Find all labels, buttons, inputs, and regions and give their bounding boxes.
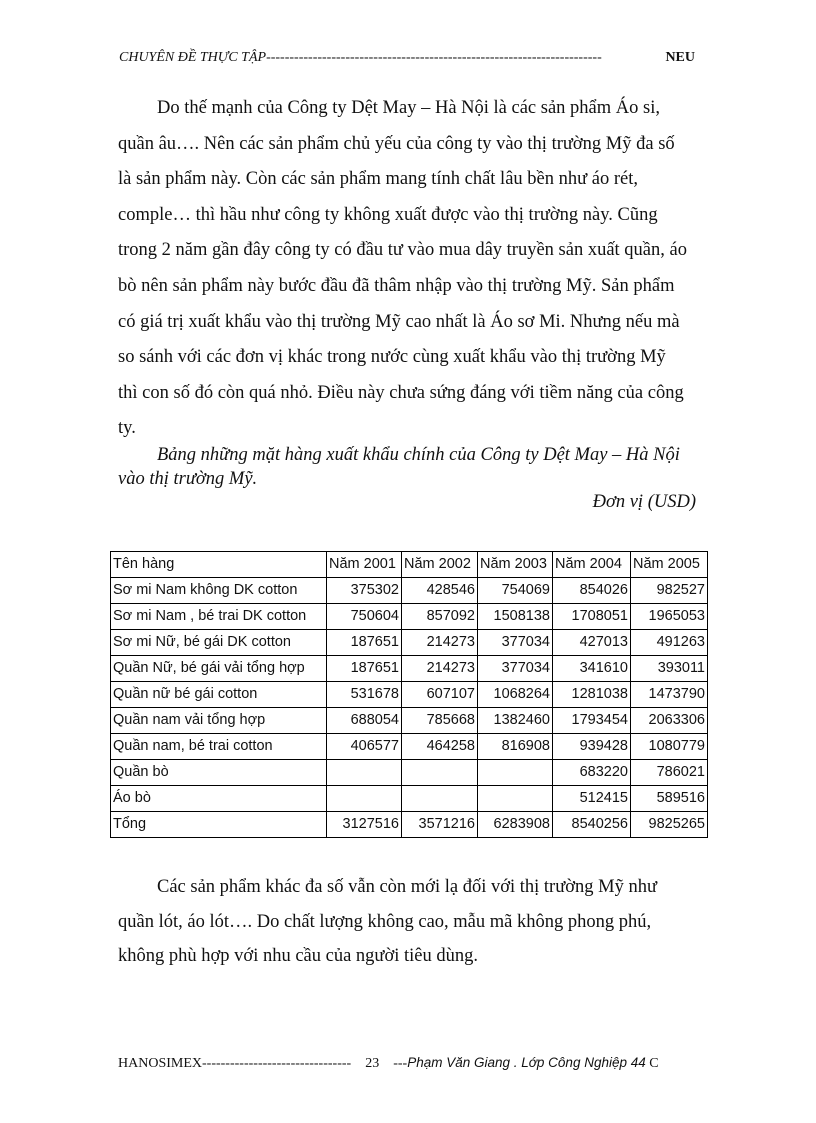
page-footer bbox=[118, 1055, 698, 1075]
value-cell bbox=[402, 786, 478, 812]
paragraph-line: bò nên sản phẩm này bước đầu đã thâm nhập vào thị trường Mỹ. Sản phẩm bbox=[118, 276, 675, 296]
value-cell: 214273 bbox=[402, 630, 478, 656]
footer-author: Phạm Văn Giang . Lớp Công Nghiệp 44 bbox=[407, 1055, 646, 1070]
value-cell: 3571216 bbox=[402, 812, 478, 838]
paragraph-line: quần âu…. Nên các sản phẩm chủ yếu của công ty vào thị trường Mỹ đa số bbox=[118, 134, 675, 154]
table-row bbox=[111, 708, 708, 734]
value-cell: 3127516 bbox=[327, 812, 402, 838]
value-cell: 393011 bbox=[631, 656, 708, 682]
paragraph-line: ty. bbox=[118, 418, 136, 438]
value-cell: 1508138 bbox=[478, 604, 553, 630]
table-row bbox=[111, 630, 708, 656]
value-cell bbox=[478, 786, 553, 812]
value-cell: 512415 bbox=[553, 786, 631, 812]
value-cell: 816908 bbox=[478, 734, 553, 760]
value-cell: 1068264 bbox=[478, 682, 553, 708]
footer-sep: --- bbox=[393, 1056, 408, 1071]
table-row bbox=[111, 812, 708, 838]
value-cell: 406577 bbox=[327, 734, 402, 760]
value-cell: 1281038 bbox=[553, 682, 631, 708]
table-row bbox=[111, 786, 708, 812]
value-cell: 1965053 bbox=[631, 604, 708, 630]
value-cell: 375302 bbox=[327, 578, 402, 604]
value-cell: 589516 bbox=[631, 786, 708, 812]
value-cell: 6283908 bbox=[478, 812, 553, 838]
paragraph-line: thì con số đó còn quá nhỏ. Điều này chưa sứng đáng với tiềm năng của công bbox=[118, 383, 684, 403]
table-header-cell: Năm 2003 bbox=[478, 552, 553, 578]
value-cell: 341610 bbox=[553, 656, 631, 682]
export-table bbox=[110, 551, 708, 838]
value-cell bbox=[402, 760, 478, 786]
value-cell: 187651 bbox=[327, 630, 402, 656]
product-name-cell: Sơ mi Nam , bé trai DK cotton bbox=[111, 604, 327, 630]
table-row bbox=[111, 760, 708, 786]
table-row bbox=[111, 682, 708, 708]
product-name-cell: Sơ mi Nữ, bé gái DK cotton bbox=[111, 630, 327, 656]
value-cell: 1382460 bbox=[478, 708, 553, 734]
header-neu: NEU bbox=[665, 50, 695, 65]
value-cell: 750604 bbox=[327, 604, 402, 630]
value-cell: 854026 bbox=[553, 578, 631, 604]
value-cell: 9825265 bbox=[631, 812, 708, 838]
table-header-cell: Năm 2004 bbox=[553, 552, 631, 578]
value-cell: 2063306 bbox=[631, 708, 708, 734]
page-number: 23 bbox=[365, 1056, 380, 1071]
value-cell: 857092 bbox=[402, 604, 478, 630]
table-row bbox=[111, 656, 708, 682]
value-cell bbox=[478, 760, 553, 786]
paragraph-line: có giá trị xuất khẩu vào thị trường Mỹ cao nhất là Áo sơ Mi. Nhưng nếu mà bbox=[118, 312, 680, 332]
paragraph-line: trong 2 năm gần đây công ty có đầu tư vào mua dây truyền sản xuất quần, áo bbox=[118, 240, 687, 260]
value-cell: 491263 bbox=[631, 630, 708, 656]
paragraph-line: không phù hợp với nhu cầu của người tiêu dùng. bbox=[118, 946, 478, 966]
product-name-cell: Quần Nữ, bé gái vải tổng hợp bbox=[111, 656, 327, 682]
header-title: CHUYÊN ĐỀ THỰC TẬP------------------------------------------------------------------------ bbox=[119, 50, 602, 65]
value-cell bbox=[327, 786, 402, 812]
value-cell: 377034 bbox=[478, 656, 553, 682]
product-name-cell: Quần bò bbox=[111, 760, 327, 786]
page-header bbox=[119, 50, 695, 70]
value-cell: 427013 bbox=[553, 630, 631, 656]
value-cell: 464258 bbox=[402, 734, 478, 760]
paragraph-line: so sánh với các đơn vị khác trong nước cùng xuất khẩu vào thị trường Mỹ bbox=[118, 347, 666, 367]
value-cell: 939428 bbox=[553, 734, 631, 760]
value-cell: 187651 bbox=[327, 656, 402, 682]
table-caption: Bảng những mặt hàng xuất khẩu chính của Công ty Dệt May – Hà Nội bbox=[157, 445, 680, 465]
value-cell: 1793454 bbox=[553, 708, 631, 734]
value-cell: 531678 bbox=[327, 682, 402, 708]
value-cell: 1080779 bbox=[631, 734, 708, 760]
table-row bbox=[111, 578, 708, 604]
product-name-cell: Áo bò bbox=[111, 786, 327, 812]
value-cell: 688054 bbox=[327, 708, 402, 734]
table-row bbox=[111, 604, 708, 630]
value-cell: 982527 bbox=[631, 578, 708, 604]
value-cell: 785668 bbox=[402, 708, 478, 734]
value-cell: 1708051 bbox=[553, 604, 631, 630]
value-cell: 754069 bbox=[478, 578, 553, 604]
table-header-cell: Năm 2002 bbox=[402, 552, 478, 578]
product-name-cell: Sơ mi Nam không DK cotton bbox=[111, 578, 327, 604]
footer-org: HANOSIMEX-------------------------------- bbox=[118, 1056, 352, 1071]
value-cell: 428546 bbox=[402, 578, 478, 604]
paragraph-line: Do thế mạnh của Công ty Dệt May – Hà Nội là các sản phẩm Áo si, bbox=[157, 98, 660, 118]
paragraph-line: Các sản phẩm khác đa số vẫn còn mới lạ đối với thị trường Mỹ như bbox=[157, 877, 657, 897]
value-cell: 607107 bbox=[402, 682, 478, 708]
table-header-cell: Năm 2005 bbox=[631, 552, 708, 578]
value-cell: 377034 bbox=[478, 630, 553, 656]
table-header-cell: Tên hàng bbox=[111, 552, 327, 578]
product-name-cell: Tổng bbox=[111, 812, 327, 838]
paragraph-line: comple… thì hầu như công ty không xuất được vào thị trường này. Cũng bbox=[118, 205, 658, 225]
value-cell bbox=[327, 760, 402, 786]
table-unit: Đơn vị (USD) bbox=[592, 492, 696, 512]
value-cell: 214273 bbox=[402, 656, 478, 682]
product-name-cell: Quần nam, bé trai cotton bbox=[111, 734, 327, 760]
value-cell: 683220 bbox=[553, 760, 631, 786]
paragraph-line: quần lót, áo lót…. Do chất lượng không cao, mẫu mã không phong phú, bbox=[118, 912, 652, 932]
product-name-cell: Quần nữ bé gái cotton bbox=[111, 682, 327, 708]
table-caption-cont: vào thị trường Mỹ. bbox=[118, 469, 258, 489]
value-cell: 786021 bbox=[631, 760, 708, 786]
paragraph-line: là sản phẩm này. Còn các sản phẩm mang tính chất lâu bền như áo rét, bbox=[118, 169, 638, 189]
table-header-row bbox=[111, 552, 708, 578]
value-cell: 8540256 bbox=[553, 812, 631, 838]
footer-suffix: C bbox=[649, 1056, 659, 1071]
table-header-cell: Năm 2001 bbox=[327, 552, 402, 578]
product-name-cell: Quần nam vải tổng hợp bbox=[111, 708, 327, 734]
table-row bbox=[111, 734, 708, 760]
value-cell: 1473790 bbox=[631, 682, 708, 708]
